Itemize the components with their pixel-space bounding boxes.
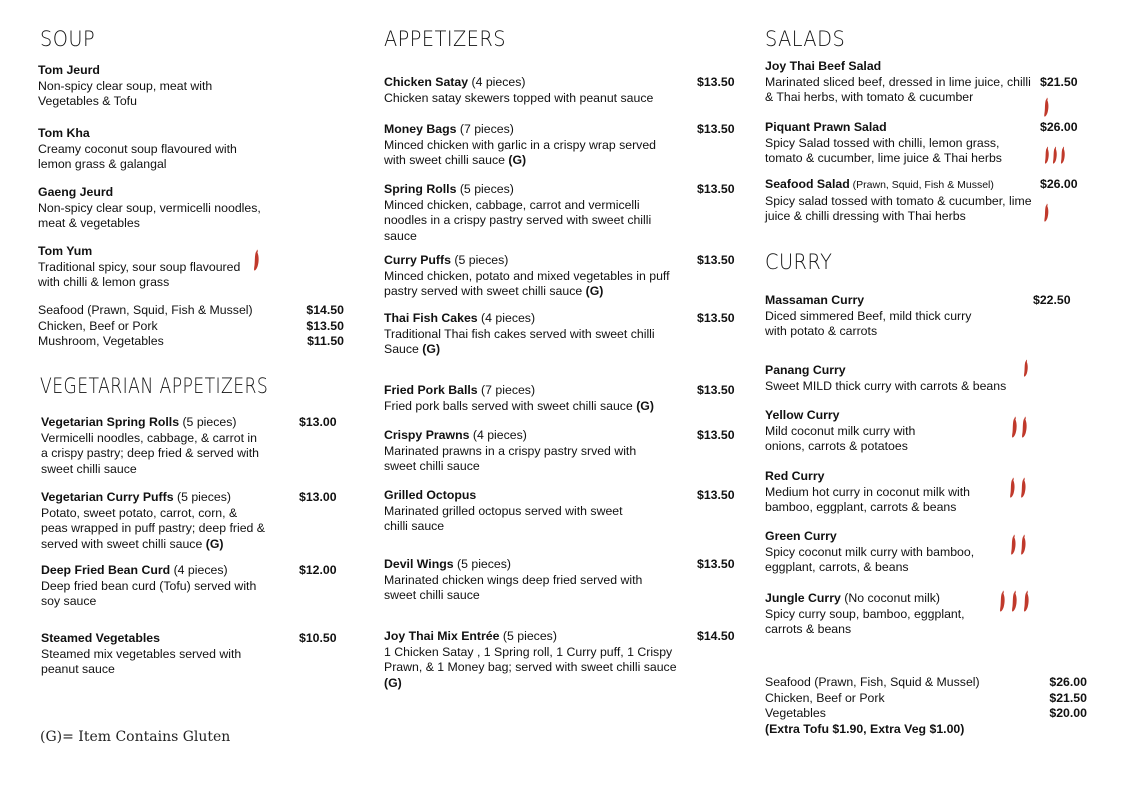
item-desc: Traditional spicy, sour soup flavoured with chilli & lemon grass	[38, 259, 241, 290]
item-price: $13.50	[697, 428, 735, 442]
chilli-pepper-icon	[1010, 590, 1019, 612]
item-price: $26.00	[1040, 120, 1078, 134]
item-desc: Spicy salad tossed with tomato & cucumber, lime juice & chilli dressing with Thai herbs	[765, 193, 1032, 224]
item-name: Devil Wings	[384, 557, 454, 571]
chilli-pepper-icon	[1042, 203, 1051, 222]
item-name: Vegetarian Spring Rolls	[41, 415, 180, 429]
gluten-marker: (G)	[422, 342, 441, 357]
item-qty: (4 pieces)	[477, 311, 536, 325]
price-value: $14.50	[306, 303, 344, 317]
item-qty: (5 pieces)	[173, 490, 231, 504]
chilli-pepper-icon	[1051, 146, 1059, 164]
chilli-pepper-icon	[1010, 416, 1019, 438]
item-desc: Fried pork balls served with sweet chilli sauce	[384, 398, 637, 413]
item-name: Joy Thai Mix Entrée	[384, 629, 500, 643]
item-name: Chicken Satay	[384, 75, 469, 89]
gluten-marker: (G)	[508, 153, 527, 168]
item-desc: Marinated prawns in a crispy pastry srved with sweet chilli sauce	[384, 443, 637, 474]
item-name: Crispy Prawns	[384, 428, 470, 442]
veg-item-bean-curd	[41, 563, 341, 610]
item-qty: (7 pieces)	[456, 122, 514, 136]
item-desc: Sweet MILD thick curry with carrots & beans	[765, 378, 1007, 393]
price-value: $20.00	[1049, 706, 1087, 721]
item-qty: (5 pieces)	[499, 629, 557, 643]
curry-price-list	[765, 675, 1087, 737]
item-price: $13.50	[697, 311, 735, 325]
veg-item-spring-rolls	[41, 415, 341, 477]
chilli-pepper-icon	[1059, 146, 1067, 164]
gluten-marker: (G)	[636, 398, 654, 413]
price-label: Seafood (Prawn, Squid, Fish & Mussel)	[38, 303, 253, 317]
gluten-marker: (G)	[585, 284, 604, 299]
chilli-pepper-icon	[1019, 477, 1028, 498]
price-value: $21.50	[1049, 690, 1087, 705]
app-item-crispy-prawns	[384, 428, 740, 475]
item-qty: (4 pieces)	[469, 428, 527, 442]
soup-item-gaeng-jeurd	[38, 185, 298, 232]
item-qty: (5 pieces)	[450, 253, 509, 267]
item-qty: (5 pieces)	[179, 415, 237, 429]
item-desc: Minced chicken with garlic in a crispy wrap served with sweet chilli sauce	[384, 137, 657, 168]
item-price: $21.50	[1040, 75, 1078, 89]
gluten-marker: (G)	[205, 536, 224, 551]
item-desc: Minced chicken, cabbage, carrot and vermicelli noodles in a crispy pastry served with sweet chilli sauce	[384, 197, 652, 243]
item-name: Green Curry	[765, 529, 837, 543]
chilli-pepper-icon	[1019, 534, 1028, 555]
item-price: $26.00	[1040, 177, 1078, 191]
item-name: Grilled Octopus	[384, 488, 477, 502]
app-item-grilled-octopus	[384, 488, 740, 535]
item-desc: Non-spicy clear soup, vermicelli noodles, meat & vegetables	[38, 200, 261, 231]
item-desc: Traditional Thai fish cakes served with sweet chilli Sauce	[384, 326, 655, 357]
item-desc: Spicy Salad tossed with chilli, lemon grass, tomato & cucumber, lime juice & Thai herbs	[765, 135, 1002, 166]
price-value: $11.50	[307, 334, 344, 349]
item-name: Spring Rolls	[384, 182, 457, 196]
item-qty: (Prawn, Squid, Fish & Mussel)	[849, 179, 994, 191]
item-price: $13.00	[299, 415, 337, 429]
item-name: Piquant Prawn Salad	[765, 120, 887, 134]
item-desc: Creamy coconut soup flavoured with lemon grass & galangal	[38, 141, 237, 172]
salads-title: SALADS	[765, 27, 846, 51]
item-price: $13.50	[697, 122, 735, 136]
veg-item-steamed-vegetables	[41, 631, 341, 678]
price-value: $26.00	[1049, 675, 1087, 689]
item-name: Vegetarian Curry Puffs	[41, 490, 174, 504]
item-name: Tom Kha	[38, 126, 90, 140]
curry-item-jungle	[765, 591, 1095, 638]
price-row	[38, 303, 344, 319]
curry-item-red	[765, 469, 1095, 516]
item-name: Yellow Curry	[765, 408, 840, 422]
item-desc: Non-spicy clear soup, meat with Vegetables & Tofu	[38, 78, 213, 109]
item-qty: (No coconut milk)	[840, 591, 940, 605]
item-desc: Mild coconut milk curry with onions, carrots & potatoes	[765, 423, 916, 454]
item-price: $14.50	[697, 629, 735, 643]
item-price: $10.50	[299, 631, 337, 645]
item-price: $12.00	[299, 563, 337, 577]
item-qty: (5 pieces)	[456, 182, 514, 196]
item-desc: Minced chicken, potato and mixed vegetables in puff pastry served with sweet chilli sauce	[384, 268, 670, 299]
item-price: $13.50	[697, 488, 735, 502]
chilli-pepper-icon	[1009, 534, 1018, 555]
price-row	[38, 334, 344, 350]
item-name: Deep Fried Bean Curd	[41, 563, 171, 577]
soup-item-tom-jeurd	[38, 63, 278, 110]
item-name: Steamed Vegetables	[41, 631, 160, 645]
item-price: $13.50	[697, 182, 735, 196]
item-desc: Spicy coconut milk curry with bamboo, eggplant, carrots, & beans	[765, 544, 975, 575]
curry-item-green	[765, 529, 1095, 576]
soup-price-list	[38, 303, 344, 350]
item-price: $22.50	[1033, 293, 1071, 307]
item-desc: 1 Chicken Satay , 1 Spring roll, 1 Curry puff, 1 Crispy Prawn, & 1 Money bag; served with sweet chilli sauce	[384, 644, 677, 675]
item-qty: (4 pieces)	[170, 563, 228, 577]
soup-item-tom-kha	[38, 126, 278, 173]
price-label: Seafood (Prawn, Fish, Squid & Mussel)	[765, 675, 980, 689]
item-name: Thai Fish Cakes	[384, 311, 478, 325]
chilli-pepper-icon	[1008, 477, 1017, 498]
item-name: Curry Puffs	[384, 253, 451, 267]
chilli-pepper-icon	[252, 249, 261, 271]
item-qty: (5 pieces)	[453, 557, 512, 571]
price-label: Chicken, Beef or Pork	[765, 690, 885, 705]
chilli-pepper-icon	[1020, 416, 1029, 438]
price-row	[765, 706, 1087, 722]
item-price: $13.50	[697, 557, 735, 571]
curry-item-yellow	[765, 408, 1095, 455]
appetizers-title: APPETIZERS	[384, 27, 506, 51]
item-desc: Deep fried bean curd (Tofu) served with soy sauce	[41, 578, 257, 609]
curry-title: CURRY	[765, 250, 833, 274]
item-price: $13.00	[299, 490, 337, 504]
item-desc: Potato, sweet potato, carrot, corn, & peas wrapped in puff pastry; deep fried & served with sweet chilli sauce	[41, 505, 265, 551]
gluten-footnote: (G)= Item Contains Gluten	[40, 729, 231, 745]
item-desc: Chicken satay skewers topped with peanut sauce	[384, 90, 654, 105]
item-desc: Spicy curry soup, bamboo, eggplant, carrots & beans	[765, 606, 965, 637]
curry-item-panang	[765, 363, 1095, 394]
item-desc: Medium hot curry in coconut milk with bamboo, eggplant, carrots & beans	[765, 484, 971, 515]
soup-title: SOUP	[40, 27, 96, 51]
item-name: Gaeng Jeurd	[38, 185, 114, 199]
item-price: $13.50	[697, 253, 735, 267]
item-price: $13.50	[697, 383, 735, 397]
item-desc: Steamed mix vegetables served with peanut sauce	[41, 646, 242, 677]
price-row	[765, 675, 1087, 691]
app-item-thai-fish-cakes	[384, 311, 740, 358]
chilli-pepper-icon	[1022, 590, 1031, 612]
chilli-pepper-icon	[1043, 146, 1051, 164]
price-label: Vegetables	[765, 706, 826, 721]
item-desc: Vermicelli noodles, cabbage, & carrot in a crispy pastry; deep fried & served with sweet chilli sauce	[41, 430, 260, 476]
item-name: Money Bags	[384, 122, 457, 136]
item-name: Panang Curry	[765, 363, 846, 377]
curry-item-massaman	[765, 293, 1095, 340]
app-item-fried-pork-balls	[384, 383, 740, 414]
extras-note: (Extra Tofu $1.90, Extra Veg $1.00)	[765, 721, 965, 736]
item-name: Tom Jeurd	[38, 63, 100, 77]
item-desc: Marinated grilled octopus served with sweet chilli sauce	[384, 503, 623, 534]
app-item-money-bags	[384, 122, 740, 169]
app-item-chicken-satay	[384, 75, 740, 106]
soup-item-tom-yum	[38, 244, 278, 291]
app-item-joy-thai-mix	[384, 629, 740, 691]
item-name: Tom Yum	[38, 244, 93, 258]
app-item-devil-wings	[384, 557, 740, 604]
item-name: Massaman Curry	[765, 293, 865, 307]
item-qty: (7 pieces)	[477, 383, 536, 397]
item-name: Fried Pork Balls	[384, 383, 478, 397]
item-desc: Diced simmered Beef, mild thick curry with potato & carrots	[765, 308, 972, 339]
item-desc: Marinated sliced beef, dressed in lime juice, chilli & Thai herbs, with tomato & cucumber	[765, 74, 1031, 105]
item-desc: Marinated chicken wings deep fried served with sweet chilli sauce	[384, 572, 643, 603]
item-name: Red Curry	[765, 469, 825, 483]
item-name: Seafood Salad	[765, 177, 850, 191]
item-qty: (4 pieces)	[468, 75, 526, 89]
app-item-curry-puffs	[384, 253, 740, 300]
chilli-pepper-icon	[998, 590, 1007, 612]
vegetarian-appetizers-title: VEGETARIAN APPETIZERS	[40, 374, 269, 398]
item-name: Jungle Curry	[765, 591, 841, 605]
chilli-pepper-icon	[1022, 359, 1030, 377]
price-row	[765, 691, 1087, 707]
price-value: $13.50	[306, 318, 344, 333]
gluten-marker: (G)	[384, 675, 402, 690]
veg-item-curry-puffs	[41, 490, 341, 552]
item-name: Joy Thai Beef Salad	[765, 59, 882, 73]
price-label: Mushroom, Vegetables	[38, 334, 164, 349]
price-label: Chicken, Beef or Pork	[38, 318, 158, 333]
item-price: $13.50	[697, 75, 735, 89]
chilli-pepper-icon	[1042, 97, 1051, 117]
price-row	[38, 319, 344, 335]
app-item-spring-rolls	[384, 182, 740, 244]
